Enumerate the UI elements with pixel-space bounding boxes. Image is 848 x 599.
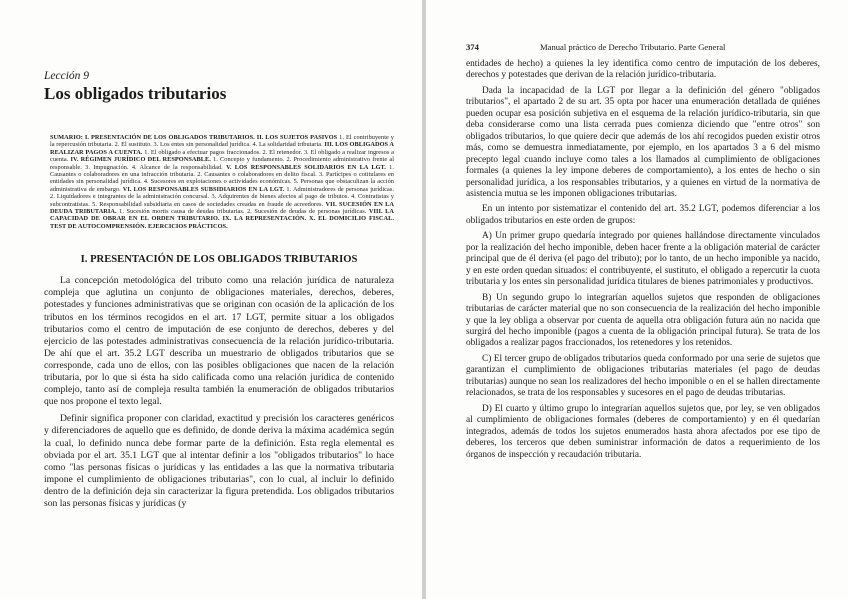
summary-heading: VI. LOS RESPONSABLES SUBSIDIARIOS EN LA LGT. xyxy=(122,185,285,193)
body-paragraph: Definir significa proponer con claridad, exactitud y precisión los caracteres genéricos y diferenciadores de aquello que es definido, de donde deriva la máxima académica según la cual, lo definido nunca debe formar parte de la definición. Esta regla elemental es obviada por el art. 35.1 LGT que al intentar definir a los "obligados tributarios" lo hace como "las personas físicas o jurídicas y las entidades a las que la normativa tributaria impone el cumplimiento de obligaciones tributarias", con lo cual, al incluir lo definido dentro de la definición deja sin caracterizar la figura pretendida. Los obligados tributarios son las personas físicas y jurídicas (y xyxy=(44,413,394,509)
running-head xyxy=(466,42,820,52)
summary-heading: VII. SUCESIÓN EN LA DEUDA TRIBUTARIA. xyxy=(50,200,394,216)
running-head-title: Manual práctico de Derecho Tributario. Parte General xyxy=(540,42,726,52)
body-paragraph: D) El cuarto y último grupo lo integrarían aquellos sujetos que, por ley, se ven obligados al cumplimiento de obligaciones formales (deberes de comportamiento) y en él quedarían integrados, además de todos los sujetos enumerados hasta ahora afectados por ese tipo de deberes, los terceros que deben suministrar información de datos a requerimiento de los órganos de inspección y recaudación tributaria. xyxy=(466,403,820,460)
body-paragraph: entidades de hecho) a quienes la ley identifica como centro de imputación de los deberes, derechos y potestades que derivan de la relación jurídico-tributaria. xyxy=(466,59,820,81)
summary-text: 1. El obligado a efectuar pagos fraccionados. 2. El retenedor. 3. El obligado a realizar ingresos a cuenta. xyxy=(50,148,394,164)
page-number: 374 xyxy=(466,42,479,52)
right-page-body xyxy=(466,59,820,461)
chapter-title: Los obligados tributarios xyxy=(44,84,227,103)
body-paragraph: En un intento por sistematizar el contenido del art. 35.2 LGT, podemos diferenciar a los obligados tributarios en este orden de grupos: xyxy=(466,204,820,226)
summary-text: 1. Concepto y fundamento. 2. Procedimiento administrativo frente al responsable. 3. Impugnación. 4. Alcance de la responsabilidad. xyxy=(50,156,395,171)
body-paragraph: A) Un primer grupo quedaría integrado por quienes hallándose directamente vinculados por la realización del hecho imponible, deben hacer frente a la obligación material de carácter principal que de él deriva (el pago del tributo); por lo tanto, de un hecho imponible ya nacido, y en este orden quedan situados: el contribuyente, el sustituto, el obligado a repercutir la cuota tributaria y los entes sin personalidad jurídica titulares de bienes patrimoniales y productivos. xyxy=(466,231,820,288)
summary-heading: V. LOS RESPONSABLES SOLIDARIOS EN LA LGT. xyxy=(226,163,386,171)
summary-text: 1. El contribuyente y la repercusión tributaria. 2. El sustituto. 3. Los entes sin personalidad jurídica. 4. La solidaridad tributaria. xyxy=(50,134,395,149)
summary-text: 1. Administradores de personas jurídicas. 2. Liquidadores e integrantes de la administración concursal. 3. Adquirentes de bienes afectos al pago de tributos. 4. Contratistas y subcontratistas. 5. Responsabilidad subsidiaria en casos de sociedades creadas en fraude de acreedores. xyxy=(50,185,394,208)
body-paragraph: Dada la incapacidad de la LGT por llegar a la definición del género "obligados tributarios", el apartado 2 de su art. 35 opta por hacer una enumeración detallada de quiénes pueden ocupar esa posición subjetiva en el esquema de la relación jurídico-tributaria, sin que deba considerarse como una lista cerrada pues comienza diciendo que "entre otros" son obligados tributarios, lo que quiere decir que además de los ahí recogidos pueden existir otros más, como se demuestra inmediatamente, por ejemplo, en los apartados 3 a 6 del mismo precepto legal cuando incluye como tales a los llamados al cumplimiento de obligaciones formales (a quienes la ley impone deberes de comportamiento), a los entes de hecho o sin personalidad jurídica, a los responsables tributarios, y a quienes en virtud de la normativa de asistencia mutua se les imponen obligaciones tributarias. xyxy=(466,85,820,199)
chapter-summary xyxy=(50,134,394,230)
summary-heading: III. LOS OBLIGADOS A REALIZAR PAGOS A CUENTA. xyxy=(50,141,394,156)
body-paragraph: La concepción metodológica del tributo como una relación jurídica de naturaleza compleja que aglutina un conjunto de obligaciones materiales, derechos, deberes, potestades y funciones administrativas que se originan con ocasión de la aplicación de los tributos en los términos recogidos en el art. 17 LGT, permite situar a los obligados tributarios como el centro de imputación de ese conjunto de derechos, deberes y del ejercicio de las potestades administrativas consecuencia de la relación jurídico-tributaria. De ahí que el art. 35.2 LGT describa un muestrario de obligados tributarios que se corresponde, cada uno de ellos, con las posibles obligaciones que nacen de la relación tributaria, por lo que si ésta ha sido calificada como una relación jurídica de contenido complejo, tanto así de compleja resulta también la enumeración de obligados tributarios que nos propone el texto legal. xyxy=(44,275,394,408)
summary-text: 1. Causantes o colaboradores en una infracción tributaria. 2. Causantes o colaboradores en delito fiscal. 3. Partícipes o cotitulares en entidades sin personalidad jurídica. 4. Sucesores en explotaciones o actividades económicas. 5. Personas que obstaculizan la acción administrativa de embargo. xyxy=(50,163,394,193)
summary-heading: VIII. LA CAPACIDAD DE OBRAR EN EL ORDEN TRIBUTARIO. IX. LA REPRESENTACIÓN. X. EL DOMICILIO FISCAL. TEST DE AUTOCOMPRENSIÓN. EJERCICIOS PRÁCTICOS. xyxy=(50,208,394,230)
body-paragraph: B) Un segundo grupo lo integrarían aquellos sujetos que responden de obligaciones tributarias de carácter material que no son consecuencia de la realización del hecho imponible y que la ley obliga a observar por cuenta de aquella otra obligación futura aún no nacida que surgirá del hecho imponible (pagos a cuenta de la obligación principal futura). Se trata de los obligados a realizar pagos fraccionados, los retenedores y los retenidos. xyxy=(466,292,820,349)
section-heading: I. PRESENTACIÓN DE LOS OBLIGADOS TRIBUTARIOS xyxy=(80,254,358,266)
right-page xyxy=(426,0,848,599)
summary-heading: IV. RÉGIMEN JURÍDICO DEL RESPONSABLE. xyxy=(70,156,211,164)
summary-heading: SUMARIO: I. PRESENTACIÓN DE LOS OBLIGADOS TRIBUTARIOS. II. LOS SUJETOS PASIVOS xyxy=(50,134,338,141)
summary-text: 1. Sucesión mortis causa de deudas tributarias. 2. Sucesión de deudas de personas jurídicas. xyxy=(116,208,369,216)
left-page xyxy=(0,0,422,599)
lesson-label: Lección 9 xyxy=(44,70,90,82)
body-paragraph: C) El tercer grupo de obligados tributarios queda conformado por una serie de sujetos que garantizan el cumplimiento de obligaciones tributarias materiales (el pago de deudas tributarias) aunque no sean los realizadores del hecho imponible o en el se hallen directamente relacionados, se trata de los responsables y sucesores en el pago de deudas tributarias. xyxy=(466,353,820,399)
